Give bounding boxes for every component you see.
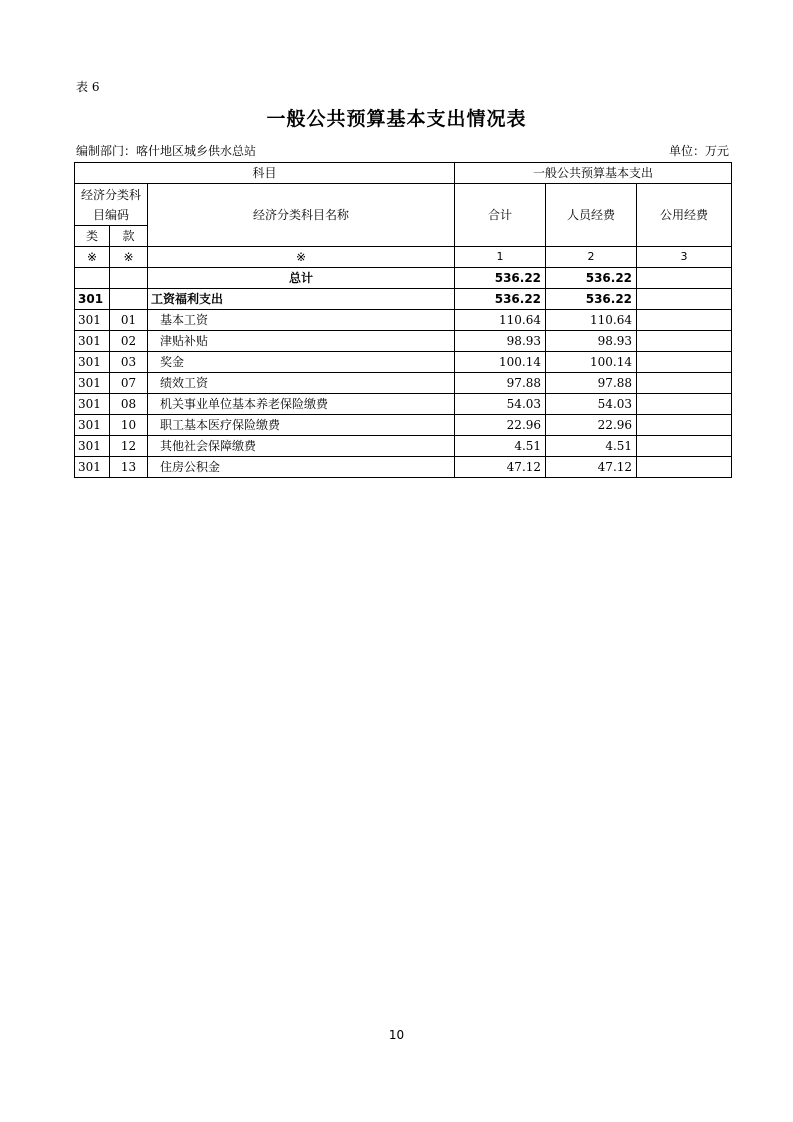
cell-total: 22.96 [455,415,546,436]
cell-public [637,415,732,436]
index-personnel: 2 [546,247,637,268]
table-row [75,331,732,352]
cell-name: 基本工资 [148,310,455,331]
cell-kuan [110,289,148,310]
table-row [75,457,732,478]
cell-lei: 301 [75,436,110,457]
index-total: 1 [455,247,546,268]
cell-kuan: 13 [110,457,148,478]
cell-lei: 301 [75,373,110,394]
cell-personnel: 110.64 [546,310,637,331]
total-value: 536.22 [455,268,546,289]
table-row [75,352,732,373]
table-row [75,394,732,415]
total-row [75,268,732,289]
header-row-2 [75,184,732,226]
index-row [75,247,732,268]
cell-kuan: 08 [110,394,148,415]
cell-public [637,289,732,310]
unit-label: 单位：万元 [668,144,729,158]
cell-kuan: 07 [110,373,148,394]
cell-personnel: 47.12 [546,457,637,478]
cell-total: 97.88 [455,373,546,394]
expense-group-header: 一般公共预算基本支出 [455,163,732,184]
cell-lei: 301 [75,352,110,373]
table-row [75,373,732,394]
personnel-header: 人员经费 [546,184,637,247]
cell-public [637,457,732,478]
total-blank-lei [75,268,110,289]
cell-lei: 301 [75,289,110,310]
cell-public [637,373,732,394]
cell-lei: 301 [75,394,110,415]
subject-group-header: 科目 [75,163,455,184]
cell-lei: 301 [75,310,110,331]
page-title: 一般公共预算基本支出情况表 [266,108,527,130]
cell-personnel: 22.96 [546,415,637,436]
index-public: 3 [637,247,732,268]
kuan-header: 款 [110,226,148,247]
cell-public [637,394,732,415]
cell-name: 工资福利支出 [148,289,455,310]
cell-lei: 301 [75,457,110,478]
cell-kuan: 02 [110,331,148,352]
page-number: 10 [388,1028,405,1042]
header-row-1 [75,163,732,184]
index-name: ※ [148,247,455,268]
compiling-department: 编制部门：喀什地区城乡供水总站 [76,144,257,158]
cell-name: 职工基本医疗保险缴费 [148,415,455,436]
name-header: 经济分类科目名称 [148,184,455,247]
total-personnel: 536.22 [546,268,637,289]
index-lei: ※ [75,247,110,268]
cell-public [637,310,732,331]
index-kuan: ※ [110,247,148,268]
table-row [75,415,732,436]
table-row [75,289,732,310]
cell-total: 110.64 [455,310,546,331]
cell-name: 津贴补贴 [148,331,455,352]
cell-total: 47.12 [455,457,546,478]
cell-total: 100.14 [455,352,546,373]
cell-public [637,436,732,457]
cell-personnel: 100.14 [546,352,637,373]
cell-public [637,331,732,352]
cell-total: 536.22 [455,289,546,310]
table-number: 表 6 [76,80,100,94]
cell-total: 98.93 [455,331,546,352]
cell-name: 奖金 [148,352,455,373]
cell-personnel: 54.03 [546,394,637,415]
total-public [637,268,732,289]
code-header: 经济分类科目编码 [75,184,148,226]
cell-personnel: 97.88 [546,373,637,394]
lei-header: 类 [75,226,110,247]
cell-lei: 301 [75,415,110,436]
cell-kuan: 12 [110,436,148,457]
cell-personnel: 4.51 [546,436,637,457]
table-row [75,310,732,331]
total-blank-kuan [110,268,148,289]
total-label: 总计 [148,268,455,289]
cell-kuan: 10 [110,415,148,436]
cell-name: 机关事业单位基本养老保险缴费 [148,394,455,415]
cell-lei: 301 [75,331,110,352]
cell-name: 住房公积金 [148,457,455,478]
table-row [75,436,732,457]
cell-total: 54.03 [455,394,546,415]
expenditure-table [74,162,732,478]
cell-public [637,352,732,373]
public-header: 公用经费 [637,184,732,247]
total-header: 合计 [455,184,546,247]
cell-name: 其他社会保障缴费 [148,436,455,457]
cell-personnel: 536.22 [546,289,637,310]
cell-kuan: 01 [110,310,148,331]
cell-name: 绩效工资 [148,373,455,394]
cell-personnel: 98.93 [546,331,637,352]
cell-kuan: 03 [110,352,148,373]
cell-total: 4.51 [455,436,546,457]
